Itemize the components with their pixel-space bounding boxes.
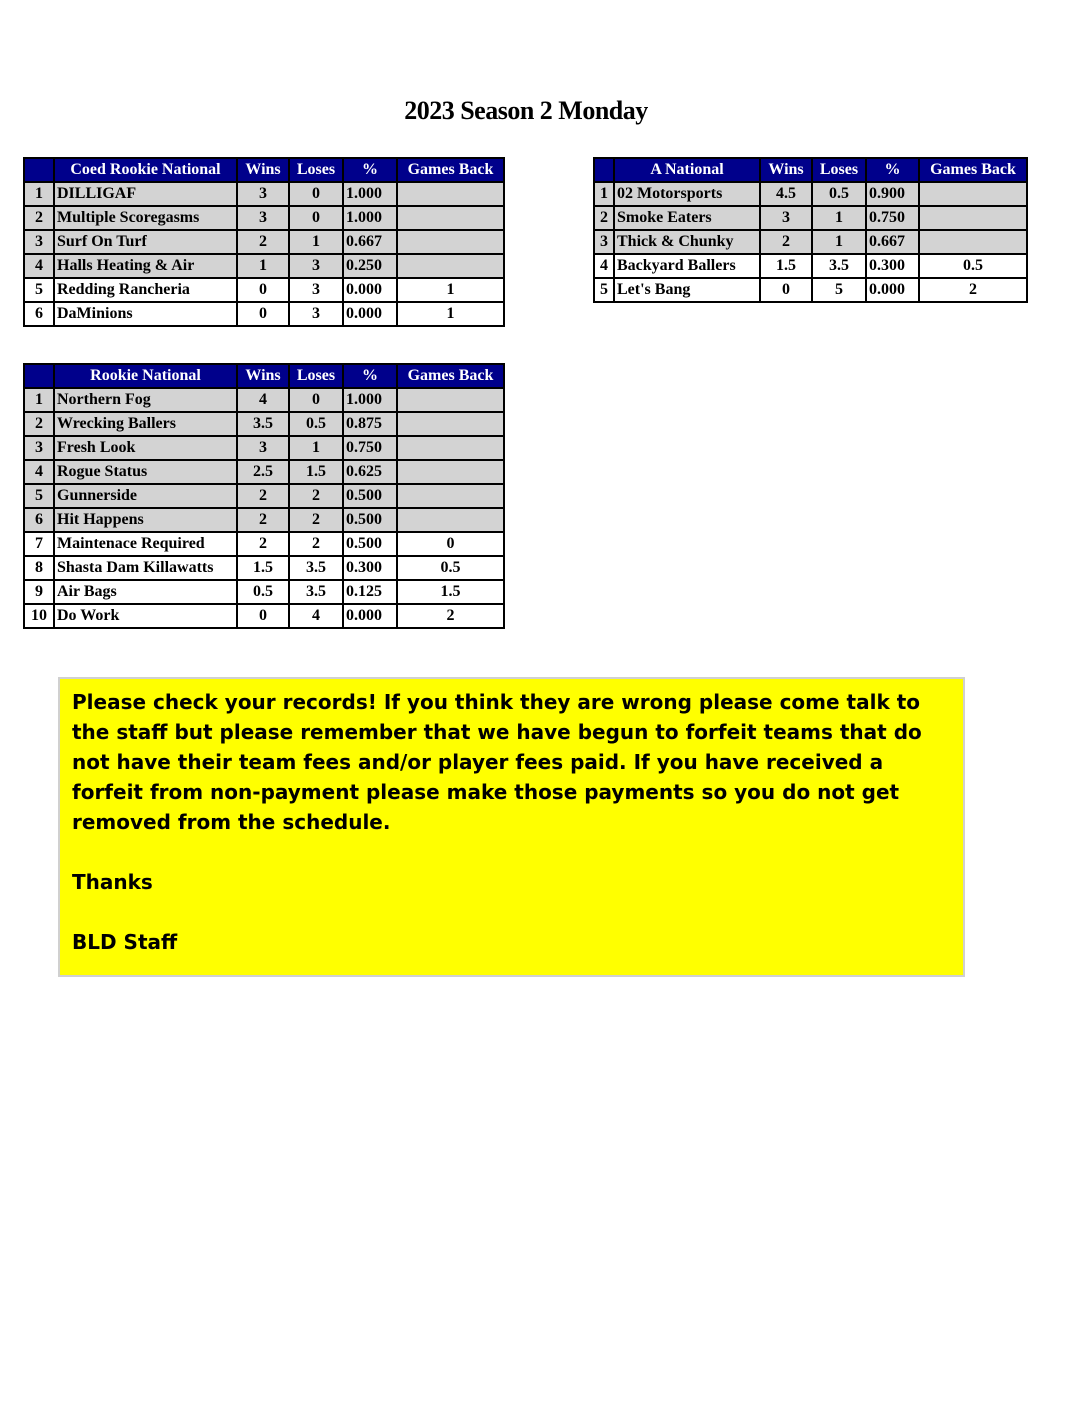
games-back-cell bbox=[397, 484, 504, 508]
games-back-header: Games Back bbox=[397, 364, 504, 388]
wins-cell: 0 bbox=[760, 278, 812, 302]
pct-cell: 0.250 bbox=[343, 254, 397, 278]
games-back-cell bbox=[919, 206, 1027, 230]
wins-cell: 2 bbox=[237, 484, 289, 508]
games-back-cell bbox=[397, 254, 504, 278]
loses-cell: 3 bbox=[289, 254, 343, 278]
pct-cell: 0.900 bbox=[866, 182, 919, 206]
pct-cell: 0.667 bbox=[343, 230, 397, 254]
loses-header: Loses bbox=[289, 364, 343, 388]
wins-header: Wins bbox=[237, 158, 289, 182]
loses-header: Loses bbox=[289, 158, 343, 182]
games-back-cell bbox=[397, 388, 504, 412]
wins-cell: 1.5 bbox=[237, 556, 289, 580]
games-back-cell bbox=[397, 460, 504, 484]
rank-cell: 2 bbox=[24, 206, 54, 230]
notice-box bbox=[58, 677, 965, 977]
games-back-cell: 2 bbox=[397, 604, 504, 628]
team-name-cell: Wrecking Ballers bbox=[54, 412, 237, 436]
rank-cell: 3 bbox=[24, 230, 54, 254]
games-back-cell bbox=[919, 182, 1027, 206]
pct-header: % bbox=[866, 158, 919, 182]
games-back-cell bbox=[397, 206, 504, 230]
rank-cell: 3 bbox=[24, 436, 54, 460]
loses-cell: 2 bbox=[289, 508, 343, 532]
loses-cell: 5 bbox=[812, 278, 866, 302]
table-row bbox=[594, 182, 1027, 206]
wins-cell: 3 bbox=[237, 206, 289, 230]
table-row bbox=[24, 302, 504, 326]
division-name: Rookie National bbox=[54, 364, 237, 388]
table-row bbox=[24, 508, 504, 532]
pct-cell: 0.875 bbox=[343, 412, 397, 436]
notice-signature: BLD Staff bbox=[72, 930, 178, 954]
rank-cell: 1 bbox=[594, 182, 614, 206]
loses-cell: 4 bbox=[289, 604, 343, 628]
rank-header bbox=[24, 364, 54, 388]
table-row bbox=[594, 206, 1027, 230]
team-name-cell: Shasta Dam Killawatts bbox=[54, 556, 237, 580]
pct-cell: 0.667 bbox=[866, 230, 919, 254]
team-name-cell: Northern Fog bbox=[54, 388, 237, 412]
team-name-cell: Surf On Turf bbox=[54, 230, 237, 254]
pct-cell: 0.625 bbox=[343, 460, 397, 484]
pct-cell: 0.500 bbox=[343, 508, 397, 532]
games-back-cell bbox=[397, 508, 504, 532]
team-name-cell: Maintenace Required bbox=[54, 532, 237, 556]
team-name-cell: Smoke Eaters bbox=[614, 206, 760, 230]
rank-cell: 6 bbox=[24, 302, 54, 326]
table-row bbox=[594, 278, 1027, 302]
team-name-cell: Do Work bbox=[54, 604, 237, 628]
team-name-cell: Multiple Scoregasms bbox=[54, 206, 237, 230]
table-row bbox=[24, 254, 504, 278]
wins-cell: 3 bbox=[237, 436, 289, 460]
table-row bbox=[24, 532, 504, 556]
rank-cell: 10 bbox=[24, 604, 54, 628]
wins-cell: 0 bbox=[237, 278, 289, 302]
loses-cell: 0.5 bbox=[289, 412, 343, 436]
pct-cell: 0.300 bbox=[866, 254, 919, 278]
a-national-table bbox=[593, 157, 1028, 303]
rank-header bbox=[594, 158, 614, 182]
games-back-cell: 1.5 bbox=[397, 580, 504, 604]
team-name-cell: Fresh Look bbox=[54, 436, 237, 460]
rank-cell: 4 bbox=[24, 460, 54, 484]
games-back-cell bbox=[919, 230, 1027, 254]
wins-cell: 1.5 bbox=[760, 254, 812, 278]
pct-cell: 0.000 bbox=[866, 278, 919, 302]
table-row bbox=[594, 230, 1027, 254]
games-back-cell: 0 bbox=[397, 532, 504, 556]
table-header-row bbox=[594, 158, 1027, 182]
rank-cell: 1 bbox=[24, 388, 54, 412]
loses-cell: 0 bbox=[289, 182, 343, 206]
loses-cell: 1 bbox=[812, 230, 866, 254]
wins-cell: 2 bbox=[237, 230, 289, 254]
team-name-cell: Air Bags bbox=[54, 580, 237, 604]
team-name-cell: Redding Rancheria bbox=[54, 278, 237, 302]
wins-header: Wins bbox=[237, 364, 289, 388]
loses-cell: 1 bbox=[289, 436, 343, 460]
loses-cell: 3 bbox=[289, 302, 343, 326]
wins-cell: 2.5 bbox=[237, 460, 289, 484]
table-row bbox=[24, 278, 504, 302]
games-back-header: Games Back bbox=[397, 158, 504, 182]
loses-header: Loses bbox=[812, 158, 866, 182]
table-row bbox=[24, 580, 504, 604]
table-header-row bbox=[24, 364, 504, 388]
pct-cell: 0.500 bbox=[343, 484, 397, 508]
team-name-cell: Thick & Chunky bbox=[614, 230, 760, 254]
wins-cell: 4 bbox=[237, 388, 289, 412]
rank-cell: 3 bbox=[594, 230, 614, 254]
team-name-cell: 02 Motorsports bbox=[614, 182, 760, 206]
wins-cell: 2 bbox=[237, 532, 289, 556]
wins-header: Wins bbox=[760, 158, 812, 182]
table-row bbox=[24, 230, 504, 254]
wins-cell: 4.5 bbox=[760, 182, 812, 206]
notice-message: Please check your records! If you think they are wrong please come talk to the staff but please remember that we have begun to forfeit teams that do not have their team fees and/or player fees paid. If you have received a forfeit from non-payment please make those payments so you do not get removed from the schedule. bbox=[72, 690, 922, 834]
rank-cell: 8 bbox=[24, 556, 54, 580]
wins-cell: 0.5 bbox=[237, 580, 289, 604]
pct-cell: 0.000 bbox=[343, 278, 397, 302]
loses-cell: 2 bbox=[289, 484, 343, 508]
rank-cell: 4 bbox=[594, 254, 614, 278]
division-name: Coed Rookie National bbox=[54, 158, 237, 182]
loses-cell: 2 bbox=[289, 532, 343, 556]
coed-rookie-national-table bbox=[23, 157, 505, 327]
pct-cell: 0.000 bbox=[343, 302, 397, 326]
pct-cell: 0.000 bbox=[343, 604, 397, 628]
table-row bbox=[24, 436, 504, 460]
table-row bbox=[24, 556, 504, 580]
team-name-cell: Let's Bang bbox=[614, 278, 760, 302]
loses-cell: 3.5 bbox=[812, 254, 866, 278]
rank-cell: 1 bbox=[24, 182, 54, 206]
games-back-header: Games Back bbox=[919, 158, 1027, 182]
table-row bbox=[24, 484, 504, 508]
wins-cell: 0 bbox=[237, 302, 289, 326]
table-row bbox=[24, 388, 504, 412]
rank-cell: 9 bbox=[24, 580, 54, 604]
team-name-cell: Backyard Ballers bbox=[614, 254, 760, 278]
rank-cell: 6 bbox=[24, 508, 54, 532]
pct-cell: 1.000 bbox=[343, 182, 397, 206]
notice-thanks: Thanks bbox=[72, 870, 153, 894]
loses-cell: 3.5 bbox=[289, 556, 343, 580]
games-back-cell: 1 bbox=[397, 278, 504, 302]
division-name: A National bbox=[614, 158, 760, 182]
games-back-cell bbox=[397, 182, 504, 206]
table-row bbox=[24, 412, 504, 436]
table-row bbox=[24, 460, 504, 484]
table-row bbox=[24, 206, 504, 230]
games-back-cell: 0.5 bbox=[397, 556, 504, 580]
rank-cell: 2 bbox=[594, 206, 614, 230]
pct-cell: 0.125 bbox=[343, 580, 397, 604]
team-name-cell: Halls Heating & Air bbox=[54, 254, 237, 278]
team-name-cell: Rogue Status bbox=[54, 460, 237, 484]
table-row bbox=[24, 604, 504, 628]
pct-cell: 0.300 bbox=[343, 556, 397, 580]
rank-cell: 5 bbox=[594, 278, 614, 302]
games-back-cell: 2 bbox=[919, 278, 1027, 302]
games-back-cell: 1 bbox=[397, 302, 504, 326]
pct-cell: 0.750 bbox=[866, 206, 919, 230]
games-back-cell bbox=[397, 412, 504, 436]
table-row bbox=[24, 182, 504, 206]
team-name-cell: Hit Happens bbox=[54, 508, 237, 532]
loses-cell: 1 bbox=[812, 206, 866, 230]
wins-cell: 2 bbox=[760, 230, 812, 254]
games-back-cell bbox=[397, 436, 504, 460]
loses-cell: 3 bbox=[289, 278, 343, 302]
wins-cell: 2 bbox=[237, 508, 289, 532]
wins-cell: 1 bbox=[237, 254, 289, 278]
page-title: 2023 Season 2 Monday bbox=[404, 96, 648, 125]
games-back-cell: 0.5 bbox=[919, 254, 1027, 278]
rank-cell: 2 bbox=[24, 412, 54, 436]
pct-header: % bbox=[343, 364, 397, 388]
rank-cell: 5 bbox=[24, 278, 54, 302]
team-name-cell: DILLIGAF bbox=[54, 182, 237, 206]
pct-cell: 1.000 bbox=[343, 388, 397, 412]
rank-cell: 5 bbox=[24, 484, 54, 508]
wins-cell: 3 bbox=[237, 182, 289, 206]
loses-cell: 0 bbox=[289, 388, 343, 412]
table-row bbox=[594, 254, 1027, 278]
team-name-cell: Gunnerside bbox=[54, 484, 237, 508]
pct-cell: 0.750 bbox=[343, 436, 397, 460]
games-back-cell bbox=[397, 230, 504, 254]
rookie-national-table bbox=[23, 363, 505, 629]
pct-cell: 1.000 bbox=[343, 206, 397, 230]
team-name-cell: DaMinions bbox=[54, 302, 237, 326]
loses-cell: 0.5 bbox=[812, 182, 866, 206]
wins-cell: 3.5 bbox=[237, 412, 289, 436]
loses-cell: 1.5 bbox=[289, 460, 343, 484]
loses-cell: 0 bbox=[289, 206, 343, 230]
rank-header bbox=[24, 158, 54, 182]
rank-cell: 4 bbox=[24, 254, 54, 278]
pct-cell: 0.500 bbox=[343, 532, 397, 556]
pct-header: % bbox=[343, 158, 397, 182]
wins-cell: 3 bbox=[760, 206, 812, 230]
rank-cell: 7 bbox=[24, 532, 54, 556]
wins-cell: 0 bbox=[237, 604, 289, 628]
table-header-row bbox=[24, 158, 504, 182]
loses-cell: 3.5 bbox=[289, 580, 343, 604]
loses-cell: 1 bbox=[289, 230, 343, 254]
